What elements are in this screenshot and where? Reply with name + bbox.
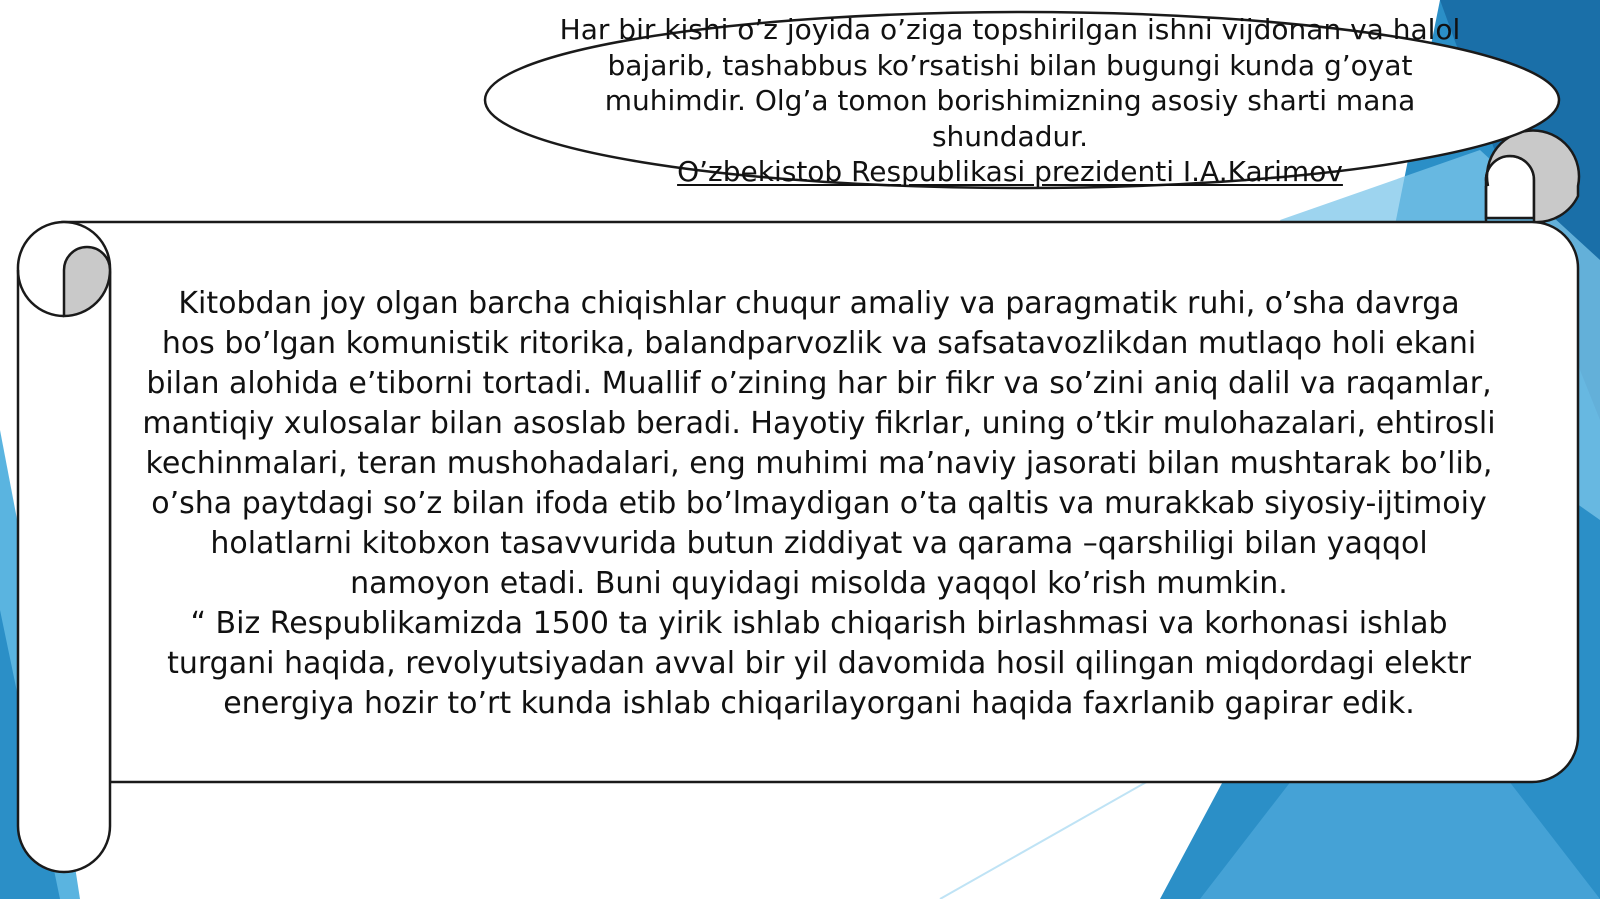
body-line: turgani haqida, revolyutsiyadan avval bir yil davomida hosil qilingan miqdordagi elektr xyxy=(167,646,1471,681)
quote-line: Har bir kishi o’z joyida o’ziga topshirilgan ishni vijdonan va halol xyxy=(559,13,1461,46)
quote-line: shundadur. xyxy=(931,119,1089,153)
decor-line xyxy=(940,780,1150,899)
body-line: bilan alohida e’tiborni tortadi. Muallif o’zining har bir fikr va so’zini aniq dalil va raqamlar, xyxy=(146,366,1492,401)
quote-text xyxy=(540,12,1480,190)
body-line: o’sha paytdagi so’z bilan ifoda etib bo’lmaydigan o’ta qaltis va murakkab siyosiy-ijtimoiy xyxy=(151,486,1487,521)
scroll-top-curl-back xyxy=(1486,156,1534,218)
body-line: namoyon etadi. Buni quyidagi misolda yaqqol ko’rish mumkin. xyxy=(350,566,1288,601)
body-line: energiya hozir to’rt kunda ishlab chiqarilayorgani haqida faxrlanib gapirar edik. xyxy=(223,686,1415,721)
body-line: hos bo’lgan komunistik ritorika, balandparvozlik va safsatavozlikdan mutlaqo holi ekani xyxy=(161,326,1477,361)
quote-line: muhimdir. Olg’a tomon borishimizning asosiy sharti mana xyxy=(604,84,1416,118)
body-line: mantiqiy xulosalar bilan asoslab beradi. Hayotiy fikrlar, uning o’tkir mulohazalari, ehtirosli xyxy=(142,406,1496,441)
quote-author: O’zbekistob Respublikasi prezidenti I.A.Karimov xyxy=(677,155,1343,189)
body-line: holatlarni kitobxon tasavvurida butun ziddiyat va qarama –qarshiligi bilan yaqqol xyxy=(210,526,1428,561)
body-line: Kitobdan joy olgan barcha chiqishlar chuqur amaliy va paragmatik ruhi, o’sha davrga xyxy=(178,286,1460,321)
body-text xyxy=(118,284,1520,724)
quote-line: bajarib, tashabbus ko’rsatishi bilan bugungi kunda g’oyat xyxy=(607,48,1413,82)
body-line: kechinmalari, teran mushohadalari, eng muhimi ma’naviy jasorati bilan mushtarak bo’lib, xyxy=(145,446,1493,481)
scroll-left-roll xyxy=(18,222,110,872)
body-line: “ Biz Respublikamizda 1500 ta yirik ishlab chiqarish birlashmasi va korhonasi ishlab xyxy=(190,606,1448,641)
